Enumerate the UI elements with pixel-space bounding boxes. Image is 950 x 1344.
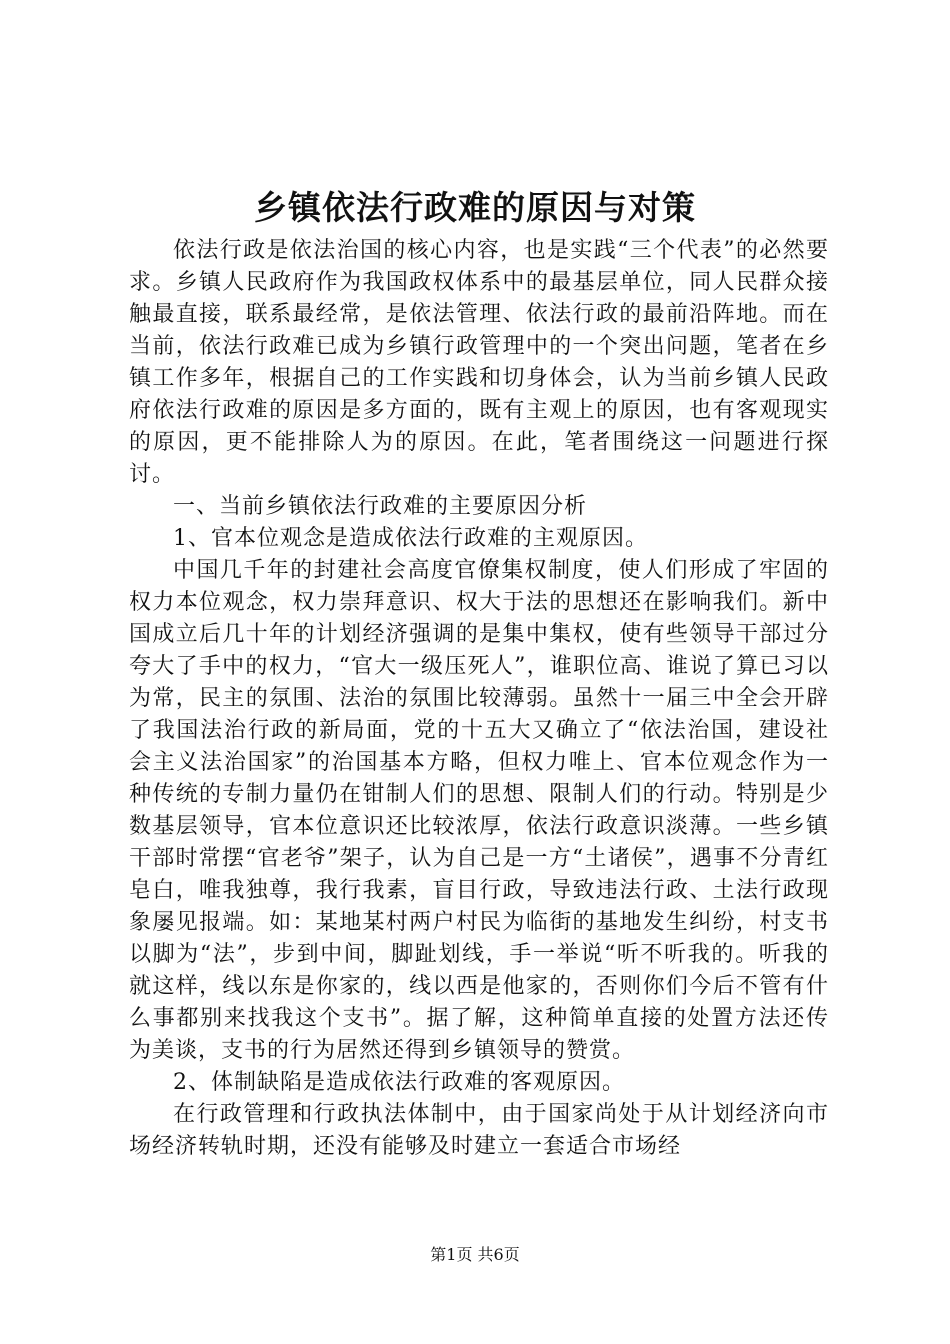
document-body: [129, 235, 829, 1163]
section-heading: 一、当前乡镇依法行政难的主要原因分析: [173, 494, 588, 519]
subsection-heading-1: 1、官本位观念是造成依法行政难的主观原因。: [173, 526, 648, 551]
subsection-heading-2: 2、体制缺陷是造成依法行政难的客观原因。: [173, 1070, 625, 1095]
paragraph-intro: 依法行政是依法治国的核心内容，也是实践“三个代表”的必然要求。乡镇人民政府作为我国政权体系中的最基层单位，同人民群众接触最直接，联系最经常，是依法管理、依法行政的最前沿阵地。而在当前，依法行政难已成为乡镇行政管理中的一个突出问题，笔者在乡镇工作多年，根据自己的工作实践和切身体会，认为当前乡镇人民政府依法行政难的原因是多方面的，既有主观上的原因，也有客观现实的原因，更不能排除人为的原因。在此，笔者围绕这一问题进行探讨。: [129, 238, 829, 487]
paragraph-body-2: 在行政管理和行政执法体制中，由于国家尚处于从计划经济向市场经济转轨时期，还没有能够及时建立一套适合市场经: [129, 1102, 829, 1159]
page-footer: 第1页 共6页: [430, 1245, 520, 1264]
paragraph-body-1: 中国几千年的封建社会高度官僚集权制度，使人们形成了牢固的权力本位观念，权力崇拜意识、权大于法的思想还在影响我们。新中国成立后几十年的计划经济强调的是集中集权，使有些领导干部过分夸大了手中的权力，“官大一级压死人”，谁职位高、谁说了算已习以为常，民主的氛围、法治的氛围比较薄弱。虽然十一届三中全会开辟了我国法治行政的新局面，党的十五大又确立了“依法治国，建设社会主义法治国家”的治国基本方略，但权力唯上、官本位观念作为一种传统的专制力量仍在钳制人们的思想、限制人们的行动。特别是少数基层领导，官本位意识还比较浓厚，依法行政意识淡薄。一些乡镇干部时常摆“官老爷”架子，认为自己是一方“土诸侯”，遇事不分青红皂白，唯我独尊，我行我素，盲目行政，导致违法行政、土法行政现象屡见报端。如：某地某村两户村民为临街的基地发生纠纷，村支书以脚为“法”，步到中间，脚趾划线，手一举说“听不听我的。听我的就这样，线以东是你家的，线以西是他家的，否则你们今后不管有什么事都别来找我这个支书”。据了解，这种简单直接的处置方法还传为美谈，支书的行为居然还得到乡镇领导的赞赏。: [129, 558, 829, 1063]
document-title: 乡镇依法行政难的原因与对策: [254, 188, 696, 227]
